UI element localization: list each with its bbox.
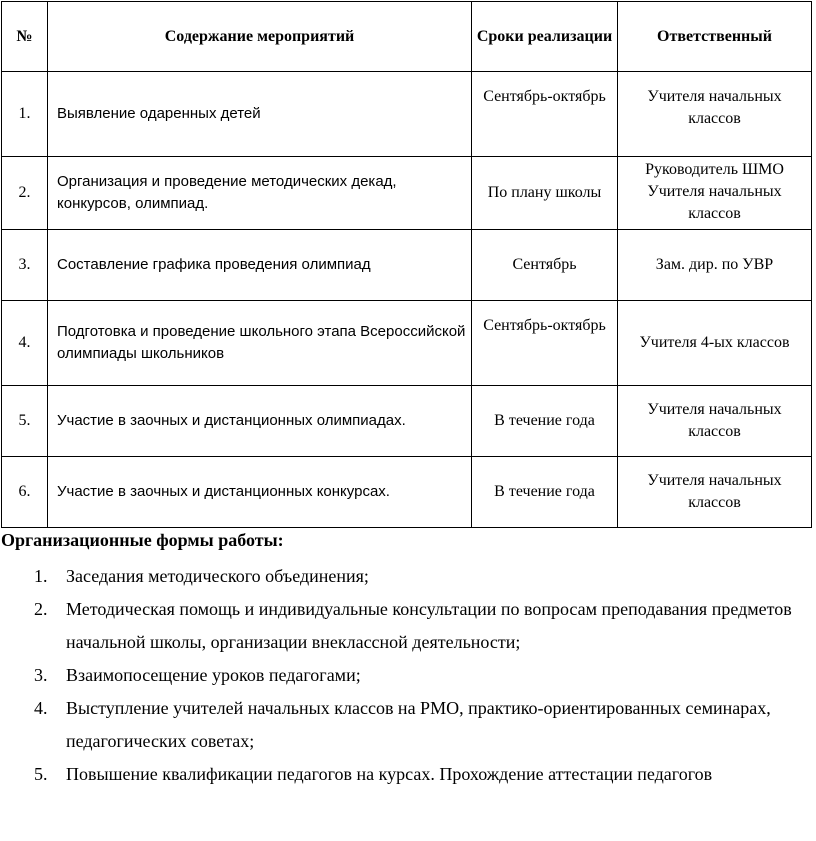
row-term: В течение года [472,457,618,528]
row-responsible: Учителя начальных классов [618,457,812,528]
row-term: В течение года [472,386,618,457]
list-item [0,692,800,758]
list-item-number: 1. [34,566,48,586]
header-number: № [2,2,48,72]
responsible-line: Учителя начальных классов [647,183,782,222]
list-item-text: Взаимопосещение уроков педагогами; [66,665,361,685]
list-item [0,593,800,659]
list-item-text: Повышение квалификации педагогов на курсах. Прохождение аттестации педагогов [66,764,713,784]
list-item-number: 2. [34,599,48,619]
events-table [1,1,812,528]
row-number: 4. [2,301,48,386]
list-item [0,758,800,791]
list-item-number: 5. [34,764,48,784]
list-item-text: Методическая помощь и индивидуальные консультации по вопросам преподавания предметов начальной школы, организации внеклассной деятельности; [66,599,792,652]
row-term: Сентябрь [472,230,618,301]
list-item [0,560,800,593]
row-responsible [618,157,812,230]
row-responsible: Учителя 4-ых классов [618,301,812,386]
forms-list [0,560,800,791]
list-item [0,659,800,692]
row-event: Участие в заочных и дистанционных конкурсах. [48,457,472,528]
row-event: Выявление одаренных детей [48,72,472,157]
responsible-line: Руководитель ШМО [645,161,784,178]
row-event: Подготовка и проведение школьного этапа Всероссийской олимпиады школьников [48,301,472,386]
row-event: Участие в заочных и дистанционных олимпиадах. [48,386,472,457]
table-row [2,457,812,528]
header-event: Содержание мероприятий [48,2,472,72]
list-item-text: Заседания методического объединения; [66,566,369,586]
row-term: Сентябрь-октябрь [472,72,618,157]
row-number: 2. [2,157,48,230]
forms-title: Организационные формы работы: [1,530,284,550]
row-event: Составление графика проведения олимпиад [48,230,472,301]
row-number: 1. [2,72,48,157]
table-row [2,301,812,386]
row-term: По плану школы [472,157,618,230]
table-header-row [2,2,812,72]
table-row [2,72,812,157]
row-number: 3. [2,230,48,301]
list-item-text: Выступление учителей начальных классов на РМО, практико-ориентированных семинарах, педагогических советах; [66,698,771,751]
row-number: 6. [2,457,48,528]
list-item-number: 4. [34,698,48,718]
row-responsible: Учителя начальных классов [618,386,812,457]
table-row [2,230,812,301]
header-responsible: Ответственный [618,2,812,72]
list-item-number: 3. [34,665,48,685]
table-row [2,157,812,230]
row-responsible: Учителя начальных классов [618,72,812,157]
header-term: Сроки реализации [472,2,618,72]
row-term: Сентябрь-октябрь [472,301,618,386]
row-number: 5. [2,386,48,457]
row-event: Организация и проведение методических декад, конкурсов, олимпиад. [48,157,472,230]
row-responsible: Зам. дир. по УВР [618,230,812,301]
table-row [2,386,812,457]
